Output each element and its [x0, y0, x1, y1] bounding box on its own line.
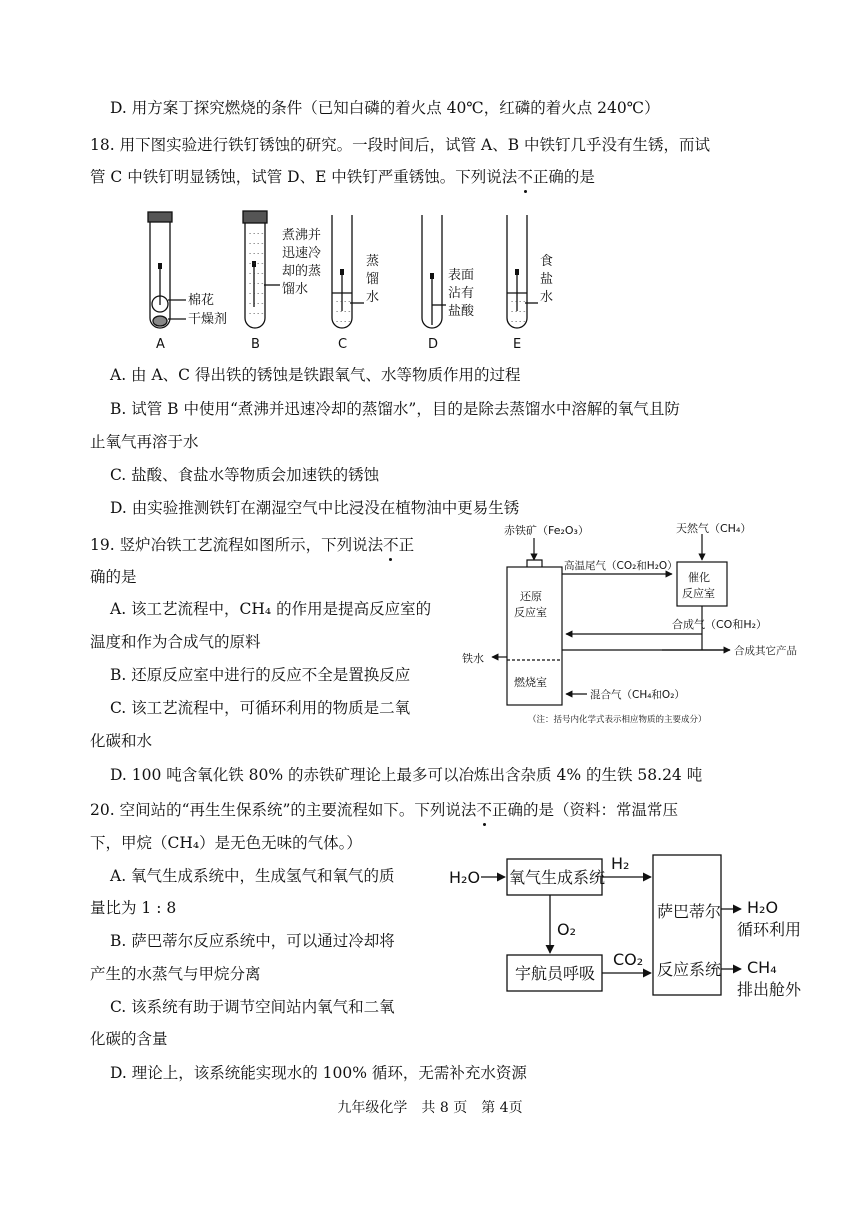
label-e-3: 水	[540, 290, 554, 305]
label-d-2: 沾有	[448, 286, 475, 301]
label-reduction-2: 反应室	[514, 606, 547, 619]
label-catalytic-2: 反应室	[682, 587, 715, 600]
q20-stem-line1	[90, 799, 678, 821]
q19-stem-line1	[90, 534, 414, 556]
svg-text:- - - -: - - - -	[336, 308, 351, 315]
label-water-out: H₂O	[747, 898, 779, 917]
label-recycle: 循环利用	[737, 920, 802, 939]
svg-text:- - - -: - - - -	[511, 318, 526, 325]
label-b-3: 却的蒸	[282, 264, 322, 279]
svg-text:- - - -: - - - -	[511, 298, 526, 305]
q19-option-a: A. 该工艺流程中，CH₄ 的作用是提高反应室的	[110, 600, 432, 618]
q18-rust-experiment-figure	[140, 205, 580, 355]
svg-text:- - - -: - - - -	[249, 240, 264, 247]
svg-text:- - - -: - - - -	[249, 260, 264, 267]
q18-option-b: B. 试管 B 中使用“煮沸并迅速冷却的蒸馏水”，目的是除去蒸馏水中溶解的氧气且防	[110, 400, 680, 418]
q19-option-a-cont: 温度和作为合成气的原料	[90, 633, 261, 651]
label-cotton: 棉花	[188, 293, 215, 308]
tube-label-b: B	[251, 337, 260, 352]
q20-option-c: C. 该系统有助于调节空间站内氧气和二氧	[110, 998, 395, 1016]
label-ore: 赤铁矿（Fe₂O₃）	[504, 524, 589, 537]
label-combustion: 燃烧室	[514, 676, 547, 689]
tube-label-a: A	[156, 337, 165, 352]
q20-option-a: A. 氧气生成系统中，生成氢气和氧气的质	[110, 867, 395, 885]
label-sabatier-1: 萨巴蒂尔	[657, 902, 722, 921]
svg-text:- - - -: - - - -	[249, 230, 264, 237]
q18-stem-tail: 正确的是	[532, 168, 595, 186]
svg-text:- - - -: - - - -	[249, 310, 264, 317]
label-desiccant: 干燥剂	[188, 312, 228, 327]
label-ch4: CH₄	[747, 958, 777, 977]
q18-negation-emphasis: 不	[517, 168, 533, 186]
label-h2: H₂	[611, 854, 630, 873]
label-o2-generation: 氧气生成系统	[509, 868, 606, 887]
q19-option-b: B. 还原反应室中进行的反应不全是置换反应	[110, 666, 411, 684]
q19-ironmaking-flow-figure	[462, 522, 810, 732]
q18-stem-text: 管 C 中铁钉明显锈蚀，试管 D、E 中铁钉严重锈蚀。下列说法	[90, 168, 518, 186]
q18-option-a: A. 由 A、C 得出铁的锈蚀是铁跟氧气、水等物质作用的过程	[110, 366, 521, 384]
label-products: 合成其它产品	[734, 645, 797, 657]
q18-option-d: D. 由实验推测铁钉在潮湿空气中比浸没在植物油中更易生锈	[110, 499, 520, 517]
q19-option-d: D. 100 吨含氧化铁 80% 的赤铁矿理论上最多可以冶炼出含杂质 4% 的生铁 58.24 吨	[110, 766, 703, 784]
q20-option-c-cont: 化碳的含量	[90, 1030, 168, 1048]
label-natural-gas: 天然气（CH₄）	[676, 522, 752, 535]
page-footer: 九年级化学 共 8 页 第 4页	[337, 1100, 523, 1116]
q20-option-b: B. 萨巴蒂尔反应系统中，可以通过冷却将	[110, 932, 395, 950]
label-exhaust: 高温尾气（CO₂和H₂O）	[564, 560, 678, 572]
label-note: （注：括号内化学式表示相应物质的主要成分）	[528, 715, 707, 725]
label-c-3: 水	[366, 290, 380, 305]
label-e-1: 食	[540, 254, 554, 269]
q20-option-b-cont: 产生的水蒸气与甲烷分离	[90, 965, 261, 983]
svg-text:- - - -: - - - -	[249, 250, 264, 257]
svg-text:- - - -: - - - -	[336, 298, 351, 305]
q19-stem-tail: 正	[398, 536, 415, 554]
label-b-2: 迅速冷	[282, 246, 322, 261]
label-b-1: 煮沸并	[282, 228, 322, 243]
svg-text:- - - -: - - - -	[249, 270, 264, 277]
label-molten-iron: 铁水	[462, 652, 484, 665]
q20-stem-text: 20. 空间站的“再生生保系统”的主要流程如下。下列说法	[90, 801, 477, 819]
label-catalytic-1: 催化	[688, 571, 710, 584]
label-b-4: 馏水	[282, 282, 309, 297]
svg-text:- - - -: - - - -	[511, 308, 526, 315]
q19-negation-emphasis: 不	[383, 536, 399, 554]
q20-negation-emphasis: 不	[476, 801, 492, 819]
label-e-2: 盐	[540, 272, 554, 287]
label-d-1: 表面	[448, 268, 475, 283]
tube-label-d: D	[428, 337, 439, 352]
svg-text:- - - -: - - - -	[249, 290, 264, 297]
q18-option-c: C. 盐酸、食盐水等物质会加速铁的锈蚀	[110, 466, 380, 484]
label-sabatier-2: 反应系统	[657, 960, 722, 979]
tube-label-e: E	[513, 337, 522, 352]
label-o2: O₂	[557, 920, 577, 939]
svg-text:- - - -: - - - -	[249, 280, 264, 287]
label-d-3: 盐酸	[448, 304, 475, 319]
q20-option-d: D. 理论上，该系统能实现水的 100% 循环，无需补充水资源	[110, 1064, 527, 1082]
label-c-1: 蒸	[366, 254, 380, 269]
q20-stem-line2: 下，甲烷（CH₄）是无色无味的气体。）	[90, 834, 362, 852]
label-water-in: H₂O	[449, 868, 481, 887]
q19-stem-line2: 确的是	[90, 568, 137, 586]
q20-life-support-flow-figure	[445, 845, 835, 1015]
tube-label-c: C	[338, 337, 348, 352]
label-astronaut: 宇航员呼吸	[515, 964, 596, 983]
label-mixed-gas: 混合气（CH₄和O₂）	[590, 689, 685, 701]
label-syngas: 合成气（CO和H₂）	[672, 618, 768, 631]
q18-stem-line1: 18. 用下图实验进行铁钉锈蚀的研究。一段时间后，试管 A、B 中铁钉几乎没有生锈，而试	[90, 136, 711, 154]
q17-option-d: D. 用方案丁探究燃烧的条件（已知白磷的着火点 40℃，红磷的着火点 240℃）	[110, 99, 660, 117]
q19-stem-text: 19. 竖炉冶铁工艺流程如图所示，下列说法	[90, 536, 384, 554]
label-c-2: 馏	[366, 272, 380, 287]
svg-text:- - - -: - - - -	[249, 300, 264, 307]
label-co2: CO₂	[613, 950, 644, 969]
svg-text:- - - -: - - - -	[336, 318, 351, 325]
q20-stem-tail: 正确的是（资料：常温常压	[491, 801, 678, 819]
q20-option-a-cont: 量比为 1 : 8	[90, 899, 177, 917]
q18-option-b-cont: 止氧气再溶于水	[90, 433, 199, 451]
label-reduction-1: 还原	[520, 590, 542, 603]
q19-option-c: C. 该工艺流程中，可循环利用的物质是二氧	[110, 699, 411, 717]
q19-option-c-cont: 化碳和水	[90, 732, 153, 750]
label-vent: 排出舱外	[737, 980, 802, 999]
q18-stem-line2	[90, 166, 595, 188]
